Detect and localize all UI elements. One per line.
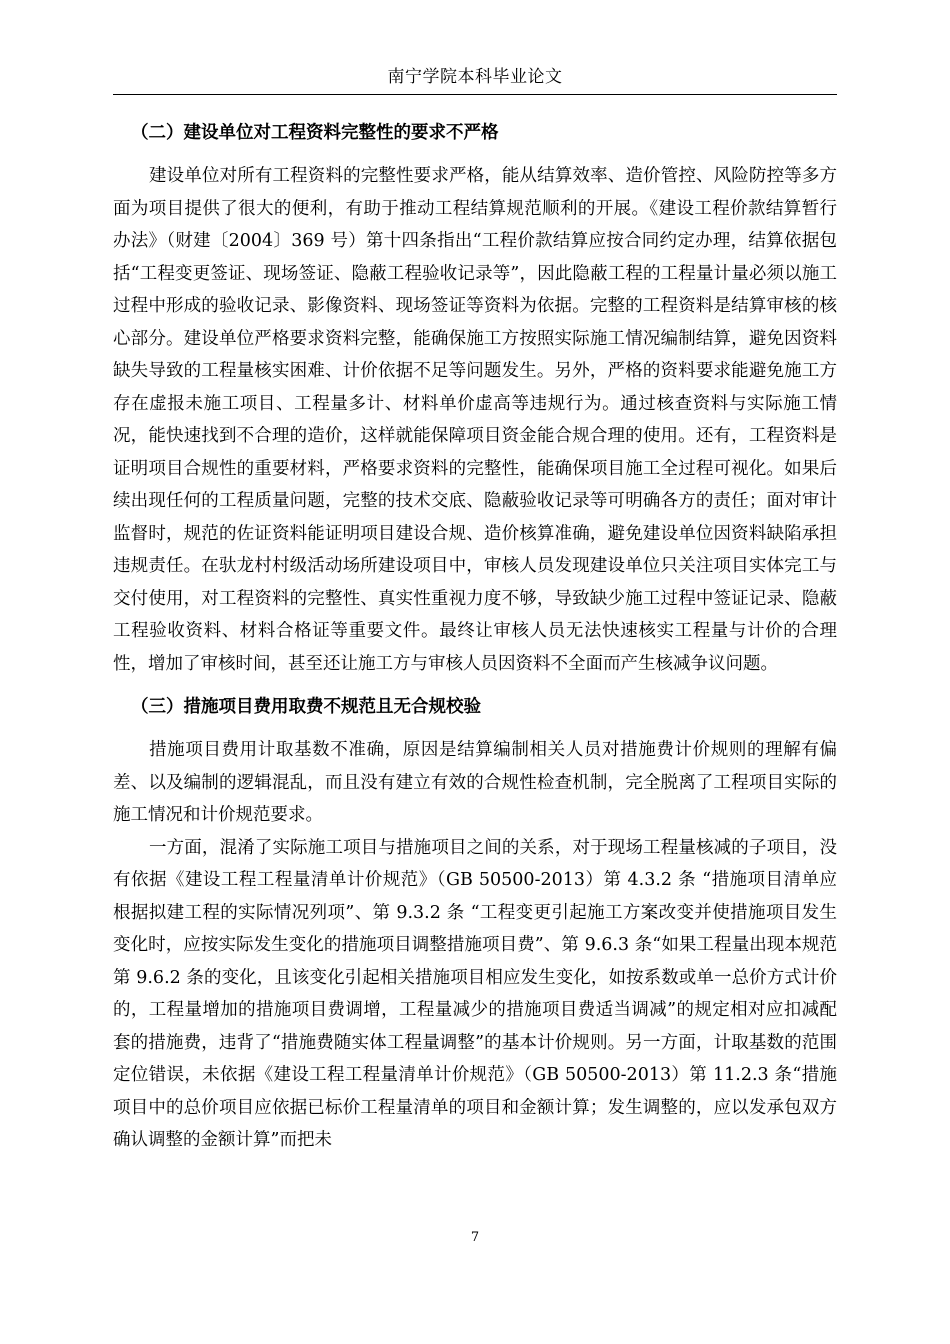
paragraph: 建设单位对所有工程资料的完整性要求严格，能从结算效率、造价管控、风险防控等多方面为项目提供了很大的便利，有助于推动工程结算规范顺利的开展。《建设工程价款结算暂行办法》（财建〔2004〕369 号）第十四条指出“工程价款结算应按合同约定办理，结算依据包括“工程变更签证、现场签证、隐蔽工程验收记录等”，因此隐蔽工程的工程量计量必须以施工过程中形成的验收记录、影像资料、现场签证等资料为依据。完整的工程资料是结算审核的核心部分。建设单位严格要求资料完整，能确保施工方按照实际施工情况编制结算，避免因资料缺失导致的工程量核实困难、计价依据不足等问题发生。另外，严格的资料要求能避免施工方存在虚报未施工项目、工程量多计、材料单价虚高等违规行为。通过核查资料与实际施工情况，能快速找到不合理的造价，这样就能保障项目资金能合规合理的使用。还有，工程资料是证明项目合规性的重要材料，严格要求资料的完整性，能确保项目施工全过程可视化。如果后续出现任何的工程质量问题，完整的技术交底、隐蔽验收记录等可明确各方的责任；面对审计监督时，规范的佐证资料能证明项目建设合规、造价核算准确，避免建设单位因资料缺陷承担违规责任。在驮龙村村级活动场所建设项目中，审核人员发现建设单位只关注项目实体完工与交付使用，对工程资料的完整性、真实性重视力度不够，导致缺少施工过程中签证记录、隐蔽工程验收资料、材料合格证等重要文件。最终让审核人员无法快速核实工程量与计价的合理性，增加了审核时间，甚至还让施工方与审核人员因资料不全面而产生核减争议问题。: [113, 166, 837, 674]
header-rule: [113, 94, 837, 95]
section-heading-2: （二）建设单位对工程资料完整性的要求不严格: [131, 123, 499, 143]
section-heading-3: （三）措施项目费用取费不规范且无合规校验: [131, 697, 481, 717]
paragraph: 措施项目费用计取基数不准确，原因是结算编制相关人员对措施费计价规则的理解有偏差、以及编制的逻辑混乱，而且没有建立有效的合规性检查机制，完全脱离了工程项目实际的施工情况和计价规范要求。: [113, 740, 837, 825]
paragraph: 一方面，混淆了实际施工项目与措施项目之间的关系，对于现场工程量核减的子项目，没有依据《建设工程工程量清单计价规范》（GB 50500-2013）第 4.3.2 条 “措施项目清单应根据拟建工程的实际情况列项”、第 9.3.2 条 “工程变更引起施工方案改变并使措施项目发生变化时，应按实际发生变化的措施项目调整措施项目费”、第 9.6.3 条“如果工程量出现本规范第 9.6.2 条的变化，且该变化引起相关措施项目相应发生变化，如按系数或单一总价方式计价的，工程量增加的措施项目费调增，工程量减少的措施项目费适当调减”的规定相对应扣减配套的措施费，违背了“措施费随实体工程量调整”的基本计价规则。另一方面，计取基数的范围定位错误，未依据《建设工程工程量清单计价规范》（GB 50500-2013）第 11.2.3 条“措施项目中的总价项目应依据已标价工程量清单的项目和金额计算；发生调整的，应以发承包双方确认调整的金额计算”而把未: [113, 837, 837, 1150]
page-number: 7: [470, 1230, 480, 1245]
page-body: [113, 115, 837, 1157]
running-header: 南宁学院本科毕业论文: [387, 67, 563, 87]
